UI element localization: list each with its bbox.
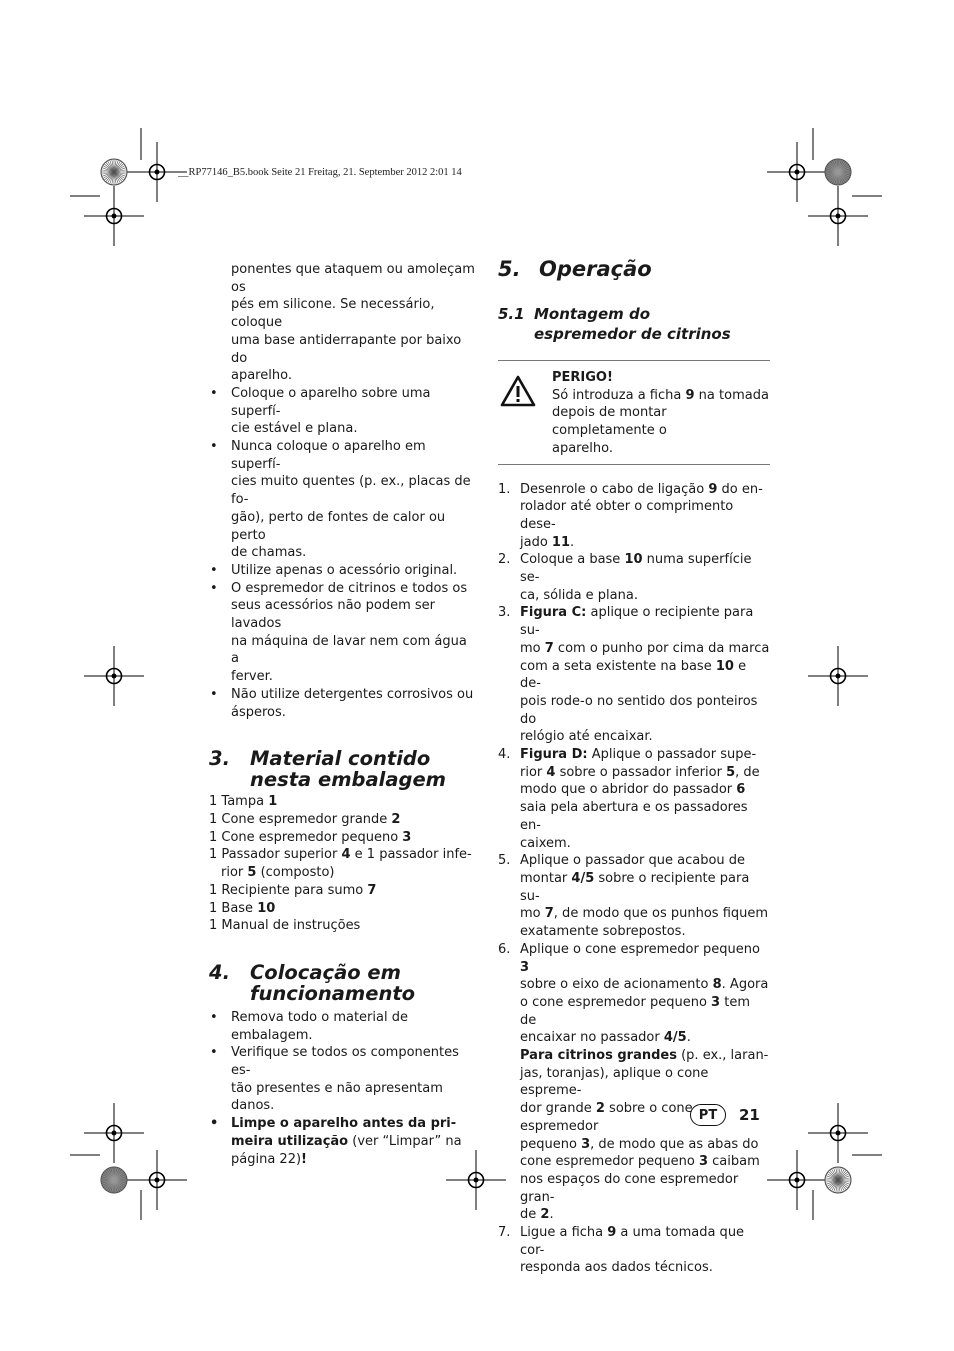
step-item: 6. Aplique o cone espremedor pequeno 3 sobre o eixo de acionamento 8. Agora o cone espremedor pequeno 3 tem de encaixar no passador 4/5. Para citrinos grandes (p. ex., laran- jas, toranjas), aplique o cone espreme- dor grande 2 sobre o cone espremedor pequeno 3, de modo que as abas do cone espremedor pequeno 3 caibam nos espaços do cone espremedor gran- de 2. bbox=[498, 941, 769, 1223]
step-item: 4. Figura D: Aplique o passador supe- rior 4 sobre o passador inferior 5, de modo que o abridor do passador 6 saia pela abertura e os passadores en- caixem. bbox=[498, 747, 760, 851]
bullet-item: • Nunca coloque o aparelho em superfí- cies muito quentes (p. ex., placas de fo- gão), perto de fontes de calor ou perto de chamas. bbox=[209, 438, 477, 562]
crosshair-mark bbox=[767, 142, 827, 202]
step-item: 1. Desenrole o cabo de ligação 9 do en- rolador até obter o comprimento dese- jado 11. bbox=[498, 481, 763, 550]
warning-triangle-icon bbox=[500, 375, 536, 407]
bullet-item: • Utilize apenas o acessório original. bbox=[209, 562, 477, 580]
content-item: 1 Passador superior 4 e 1 passador infe- rior 5 (composto) bbox=[209, 847, 472, 881]
color-target-mark bbox=[825, 1167, 851, 1193]
step-item: 5. Aplique o passador que acabou de montar 4/5 sobre o recipiente para su- mo 7, de modo que os punhos fiquem exatamente sobrepostos. bbox=[498, 853, 769, 940]
crosshair-mark bbox=[84, 646, 144, 706]
bullet-item: • Não utilize detergentes corrosivos ou ásperos. bbox=[209, 686, 477, 721]
content-item: 1 Tampa 1 bbox=[209, 794, 278, 810]
danger-warning-box: PERIGO! Só introduza a ficha 9 na tomada depois de montar completamente o aparelho. bbox=[498, 360, 770, 465]
warning-title: PERIGO! bbox=[552, 370, 613, 385]
crosshair-mark bbox=[808, 1103, 868, 1163]
content-item: 1 Recipiente para sumo 7 bbox=[209, 882, 377, 898]
crosshair-mark bbox=[84, 1103, 144, 1163]
crosshair-mark bbox=[767, 1150, 827, 1210]
section-4-heading: 4. Colocação em funcionamento bbox=[209, 960, 416, 1005]
crosshair-mark bbox=[84, 186, 144, 246]
color-target-mark bbox=[825, 159, 851, 185]
safety-bullets bbox=[209, 385, 477, 721]
bullet-item: • Verifique se todos os componentes es- tão presentes e não apresentam danos. bbox=[209, 1044, 477, 1115]
bullet-item-bold: • Limpe o aparelho antes da pri- meira utilização (ver “Limpar” na página 22)! bbox=[209, 1115, 477, 1168]
content-item: 1 Base 10 bbox=[209, 900, 276, 916]
step-item: 2. Coloque a base 10 numa superfície se- ca, sólida e plana. bbox=[498, 552, 752, 603]
bullet-item: • O espremedor de citrinos e todos os seus acessórios não podem ser lavados na máquina de lavar nem com água a ferver. bbox=[209, 580, 477, 686]
crosshair-mark bbox=[808, 186, 868, 246]
content-item: 1 Manual de instruções bbox=[209, 918, 361, 934]
crosshair-mark bbox=[127, 1150, 187, 1210]
print-header-line: __RP77146_B5.book Seite 21 Freitag, 21. September 2012 2:01 14 bbox=[178, 167, 462, 178]
page-number: 21 bbox=[739, 1106, 760, 1124]
bullet-item: • Remova todo o material de embalagem. bbox=[209, 1009, 477, 1044]
step-item: 3. Figura C: aplique o recipiente para su- mo 7 com o punho por cima da marca com a seta existente na base 10 e de- pois rode-o no sentido dos ponteiros do relógio até encaixar. bbox=[498, 605, 770, 745]
content-item: 1 Cone espremedor pequeno 3 bbox=[209, 829, 412, 845]
language-badge: PT bbox=[690, 1104, 726, 1126]
step-item: 7. Ligue a ficha 9 a uma tomada que cor- responda aos dados técnicos. bbox=[498, 1225, 745, 1276]
bullet-item: • Coloque o aparelho sobre uma superfí- cie estável e plana. bbox=[209, 385, 477, 438]
page-footer bbox=[690, 1104, 760, 1126]
subsection-5-1-heading: 5.1 Montagem do espremedor de citrinos bbox=[498, 305, 731, 343]
content-item: 1 Cone espremedor grande 2 bbox=[209, 811, 401, 827]
assembly-steps bbox=[498, 481, 770, 1278]
continued-bullet-text: ponentes que ataquem ou amoleçam os pés em silicone. Se necessário, coloque uma base antiderrapante por baixo do aparelho. bbox=[231, 262, 475, 384]
package-contents-list bbox=[209, 793, 477, 935]
crosshair-mark bbox=[808, 646, 868, 706]
color-target-mark bbox=[101, 159, 127, 185]
section-3-heading: 3. Material contido nesta embalagem bbox=[209, 747, 446, 792]
section-5-heading: 5. Operação bbox=[498, 257, 652, 281]
left-column bbox=[209, 261, 477, 1168]
setup-bullets bbox=[209, 1009, 477, 1168]
color-target-mark bbox=[101, 1167, 127, 1193]
